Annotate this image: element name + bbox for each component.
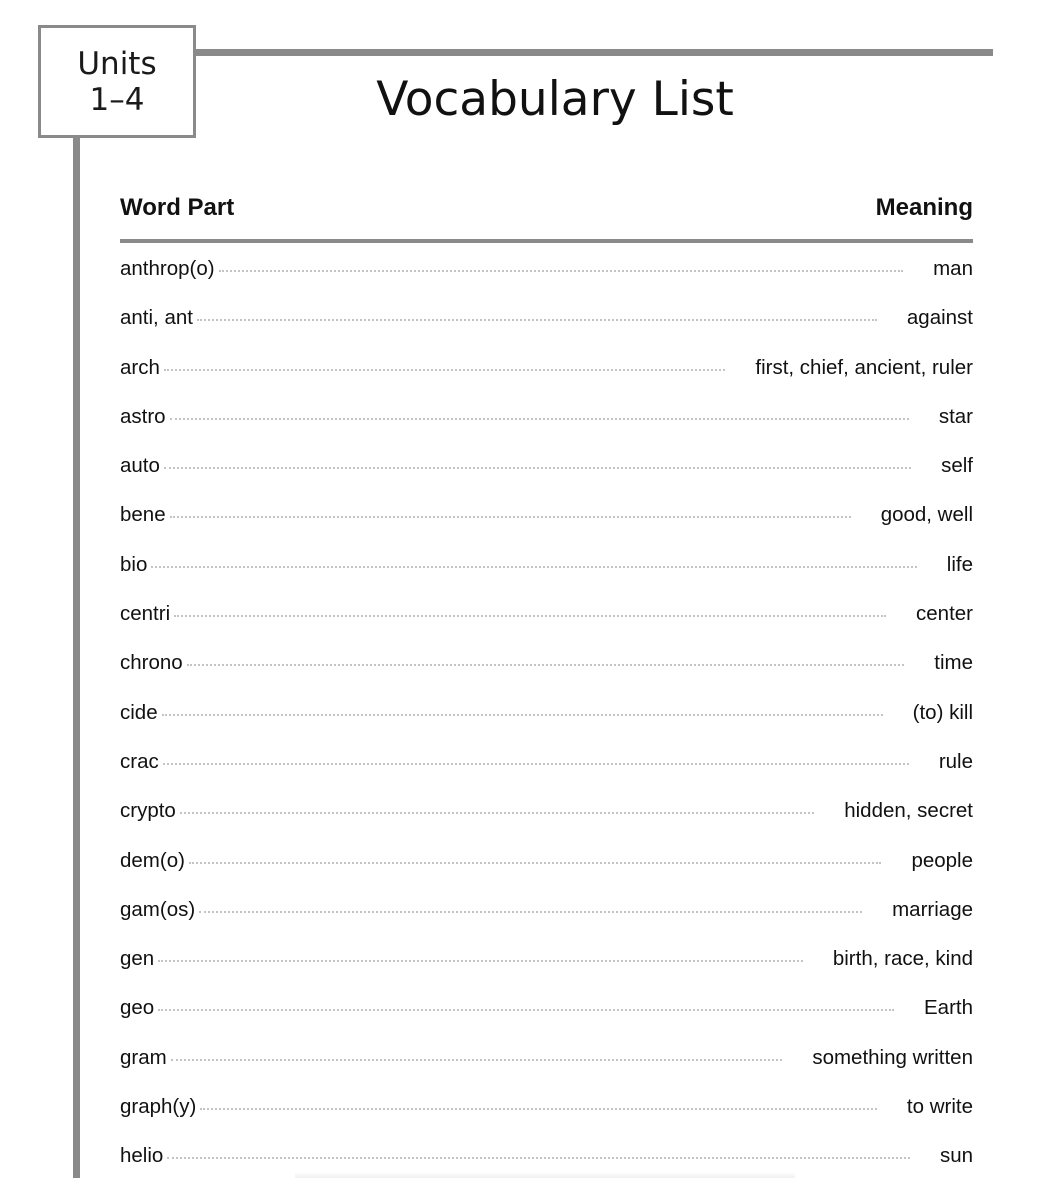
dot-leader [151,564,916,568]
list-item [120,599,973,648]
word-part: cide [120,700,158,724]
meaning: good, well [880,503,973,527]
dot-leader [174,613,886,617]
dot-leader [163,761,909,765]
list-item [120,895,973,944]
word-part: arch [120,355,160,379]
list-item [120,747,973,796]
word-part: auto [120,454,160,478]
dot-leader [164,367,725,371]
word-part: gen [120,947,155,971]
meaning: birth, race, kind [832,947,973,971]
word-part: bene [120,503,166,527]
dot-leader [158,958,803,962]
meaning: man [933,257,973,280]
list-item [120,353,973,402]
meaning: something written [812,1045,973,1069]
word-part: gram [120,1045,167,1069]
list-item [120,500,973,549]
list-item [120,254,973,303]
word-part: dem(o) [120,848,185,872]
word-part: crac [120,749,159,773]
word-part: geo [120,996,155,1020]
list-item [120,402,973,451]
list-item [120,550,973,599]
meaning: rule [938,749,973,773]
dot-leader [200,1106,877,1110]
word-part: crypto [120,799,176,823]
meaning: hidden, secret [844,799,973,823]
list-item [120,796,973,845]
list-item [120,1141,973,1190]
word-part: anti, ant [120,306,193,330]
list-item [120,698,973,747]
dot-leader [164,465,911,469]
dot-leader [167,1155,910,1159]
word-part: gam(os) [120,897,196,921]
top-rule [195,49,993,56]
units-badge-line2: 1–4 [89,81,145,118]
dot-leader [197,317,877,321]
meaning: to write [906,1095,973,1119]
list-item [120,993,973,1042]
word-part: graph(y) [120,1095,197,1119]
dot-leader [187,662,905,666]
word-part: centri [120,602,171,626]
units-badge-line1: Units [77,45,157,82]
meaning: sun [939,1144,973,1168]
dot-leader [170,416,909,420]
page-title: Vocabulary List [376,72,734,127]
meaning: center [916,602,973,626]
dot-leader [219,268,904,272]
meaning: time [934,651,973,675]
meaning: (to) kill [912,700,973,724]
dot-leader [162,712,883,716]
word-part: helio [120,1144,164,1168]
meaning: Earth [924,996,973,1020]
meaning: self [941,454,973,478]
list-item [120,846,973,895]
units-badge [38,25,196,138]
header-rule [120,239,973,243]
list-item [120,303,973,352]
list-item [120,648,973,697]
dot-leader [171,1057,783,1061]
dot-leader [170,514,851,518]
column-header-meaning: Meaning [875,194,973,221]
dot-leader [180,810,814,814]
meaning: star [938,404,973,428]
meaning: life [946,552,973,576]
dot-leader [158,1007,894,1011]
page-edge-shadow [295,1172,795,1178]
list-item [120,1092,973,1141]
word-part: chrono [120,651,183,675]
dot-leader [189,860,882,864]
meaning: marriage [892,897,973,921]
list-item [120,1043,973,1092]
word-part: anthrop(o) [120,257,215,280]
list-item [120,451,973,500]
list-item [120,944,973,993]
meaning: people [911,848,973,872]
meaning: against [906,306,973,330]
dot-leader [199,909,862,913]
vocabulary-list [120,254,973,1191]
meaning: first, chief, ancient, ruler [755,355,973,379]
word-part: bio [120,552,148,576]
word-part: astro [120,404,166,428]
column-header-word-part: Word Part [120,194,235,221]
side-rule [73,137,80,1178]
